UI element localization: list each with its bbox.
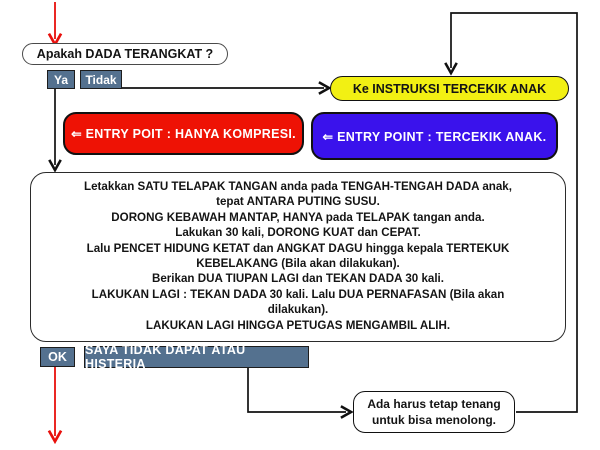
question-label: Apakah DADA TERANGKAT ? (36, 47, 214, 61)
goto-choking-label: Ke INSTRUKSI TERCEKIK ANAK (352, 81, 547, 96)
entry-point-compression-label: ⇐ ENTRY POIT : HANYA KOMPRESI. (71, 127, 296, 141)
stay-calm-note-line2: untuk bisa menolong. (371, 413, 496, 427)
entry-point-compression-box (63, 112, 304, 155)
instruction-line: dilakukan). (267, 303, 329, 317)
instruction-line: DORONG KEBAWAH MANTAP, HANYA pada TELAPAK tangan anda. (111, 210, 485, 224)
question-chest-raised-box (22, 43, 228, 65)
ok-label: OK (48, 350, 67, 364)
instruction-line: tepat ANTARA PUTING SUSU. (216, 195, 380, 209)
instruction-line: KEBELAKANG (Bila akan dilakukan). (196, 257, 400, 271)
entry-point-choking-label: ⇐ ENTRY POINT : TERCEKIK ANAK. (322, 129, 547, 144)
cannot-or-hysteria-button[interactable] (84, 343, 309, 371)
answer-yes-label: Ya (53, 72, 68, 87)
entry-point-choking-box (311, 112, 558, 160)
answer-no-button[interactable] (80, 70, 122, 89)
answer-yes-button[interactable] (47, 70, 75, 89)
cannot-or-hysteria-label: SAYA TIDAK DAPAT ATAU HISTERIA (85, 343, 246, 371)
stay-calm-note-line1: Ada harus tetap tenang (367, 397, 501, 411)
instruction-line: Letakkan SATU TELAPAK TANGAN anda pada TENGAH-TENGAH DADA anak, (84, 180, 512, 193)
instruction-line: Lalu PENCET HIDUNG KETAT dan ANGKAT DAGU hingga kepala TERTEKUK (86, 241, 510, 255)
instruction-line: LAKUKAN LAGI HINGGA PETUGAS MENGAMBIL ALIH. (145, 318, 451, 332)
goto-choking-instructions-button[interactable] (330, 76, 569, 101)
stay-calm-note-box (353, 391, 515, 433)
ok-button[interactable] (40, 347, 75, 367)
cpr-instructions-box (30, 172, 566, 342)
instruction-line: Lakukan 30 kali, DORONG KUAT dan CEPAT. (175, 226, 421, 240)
answer-no-label: Tidak (85, 72, 117, 87)
instruction-line: LAKUKAN LAGI : TEKAN DADA 30 kali. Lalu DUA PERNAFASAN (Bila akan (91, 287, 505, 301)
cannot-to-note-arrow (248, 368, 346, 412)
instruction-line: Berikan DUA TIUPAN LAGI dan TEKAN DADA 30 kali. (151, 272, 445, 286)
